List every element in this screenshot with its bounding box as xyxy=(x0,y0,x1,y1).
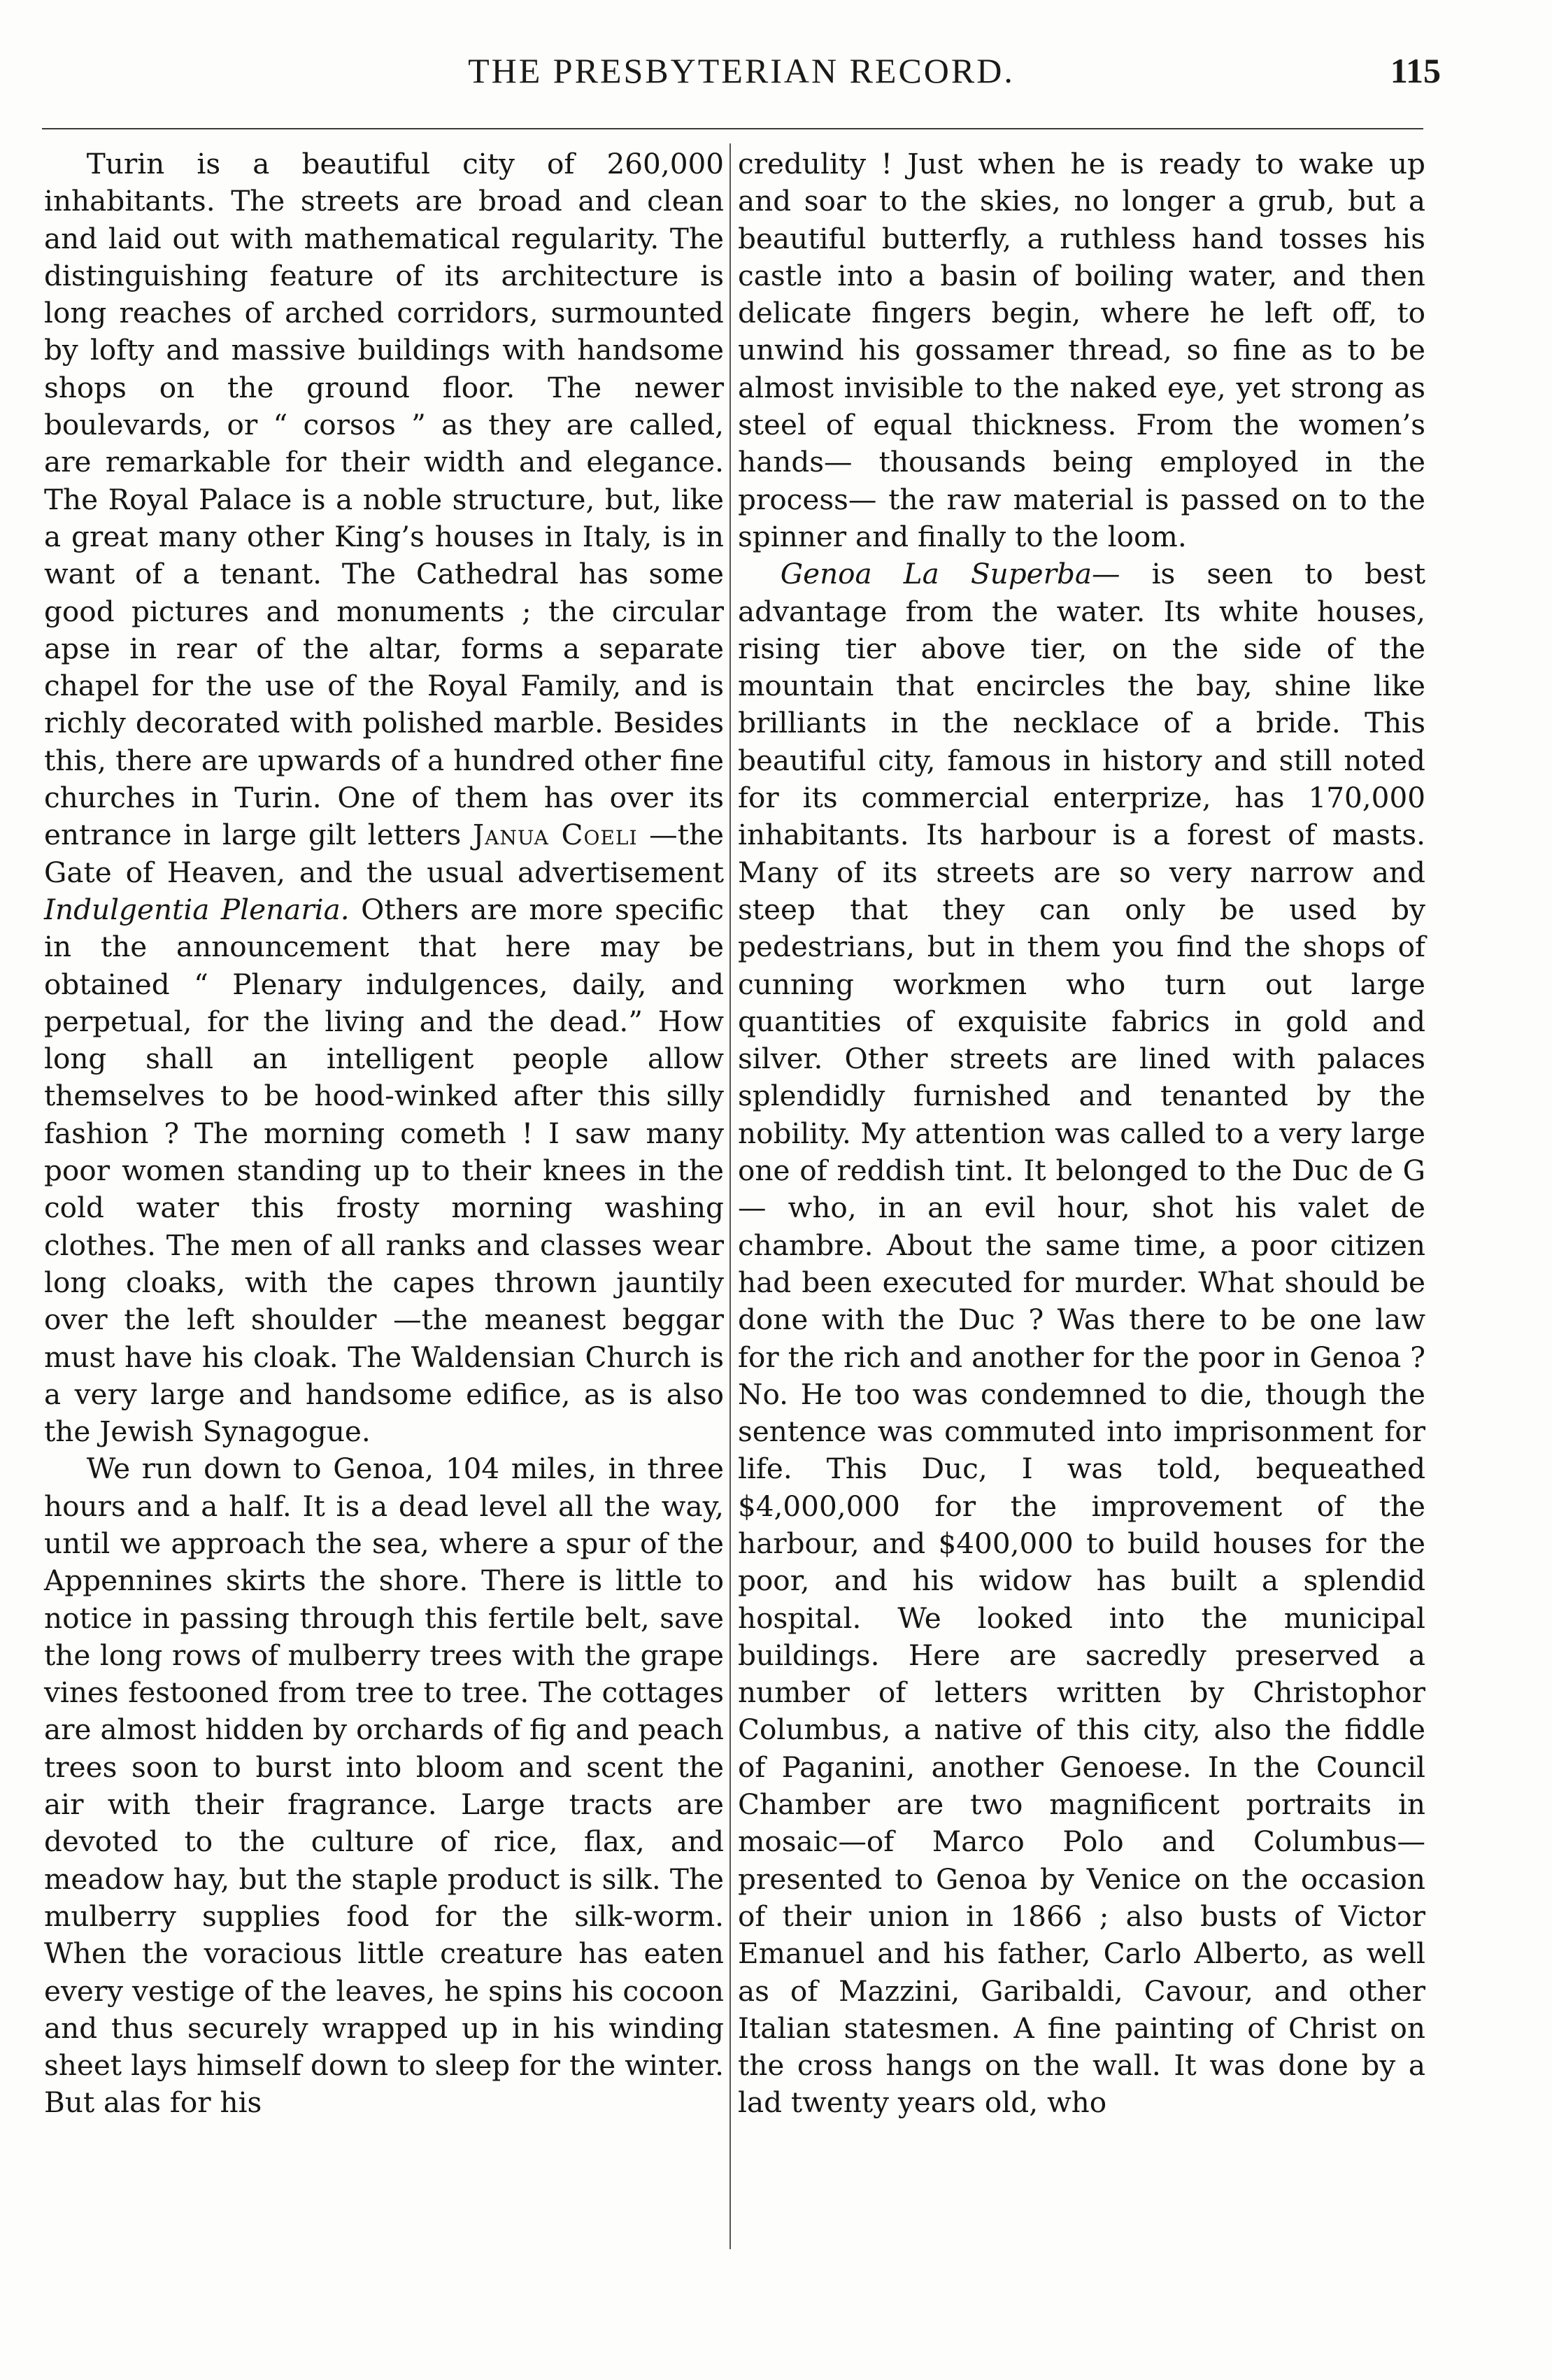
page-number: 115 xyxy=(1390,51,1441,90)
column-divider xyxy=(729,143,731,2249)
right-column xyxy=(738,146,1425,2122)
page-title: THE PRESBYTERIAN RECORD. xyxy=(468,51,1015,90)
header-rule xyxy=(42,128,1423,129)
section-lead: Genoa La Superba— xyxy=(780,557,1120,591)
paragraph-text: is seen to best advantage from the water. Its white houses, rising tier above tier, on the side of the mountain that encircles the bay, shine like brilliants in the necklace of a bride. This beautiful city, famous in history and still noted for its commercial enterprize, has 170,000 inhabitants. Its harbour is a forest of masts. Many of its streets are so very narrow and steep that they can only be used by pedestrians, but in them you find the shops of cunning workmen who turn out large quantities of exquisite fabrics in gold and silver. Other streets are lined with palaces splendidly furnished and tenanted by the nobility. My attention was called to a very large one of reddish tint. It belonged to the Duc de G— who, in an evil hour, shot his valet de chambre. About the same time, a poor citizen had been executed for murder. What should be done with the Duc ? Was there to be one law for the rich and another for the poor in Genoa ? No. He too was condemned to die, though the sentence was commuted into imprisonment for life. This Duc, I was told, bequeathed $4,000,000 for the improvement of the harbour, and $400,000 to build houses for the poor, and his widow has built a splendid hospital. We looked into the municipal buildings. Here are sacredly preserved a number of letters written by Christophor Columbus, a native of this city, also the fiddle of Paganini, another Genoese. In the Council Chamber are two magnificent portraits in mosaic—of Marco Polo and Columbus—presented to Genoa by Venice on the occasion of their union in 1866 ; also busts of Victor Emanuel and his father, Carlo Alberto, as well as of Mazzini, Garibaldi, Cavour, and other Italian statesmen. A fine painting of Christ on the cross hangs on the wall. It was done by a lad twenty years old, who xyxy=(738,557,1425,2120)
paragraph-journey-to-genoa: We run down to Genoa, 104 miles, in three hours and a half. It is a dead level all the way, until we approach the sea, where a spur of the Appennines skirts the shore. There is little to notice in passing through this fertile belt, save the long rows of mulberry trees with the grape vines festooned from tree to tree. The cottages are almost hidden by orchards of fig and peach trees soon to burst into bloom and scent the air with their fragrance. Large tracts are devoted to the culture of rice, flax, and meadow hay, but the staple product is silk. The mulberry supplies food for the silk-worm. When the voracious little creature has eaten every vestige of the leaves, he spins his cocoon and thus securely wrapped up in his winding sheet lays himself down to sleep for the winter. But alas for his xyxy=(44,1452,724,2120)
latin-phrase: Indulgentia Plenaria. xyxy=(44,892,350,926)
paragraph-turin xyxy=(44,146,724,1450)
paragraph-genoa xyxy=(738,555,1425,2121)
paragraph-silkworm: credulity ! Just when he is ready to wake up and soar to the skies, no longer a grub, but a beautiful butterfly, a ruthless hand tosses his castle into a basin of boiling water, and then delicate fingers begin, where he left off, to unwind his gossamer thread, so fine as to be almost invisible to the naked eye, yet strong as steel of equal thickness. From the women’s hands— thousands being employed in the process— the raw material is passed on to the spinner and finally to the loom. xyxy=(738,147,1425,553)
paragraph-text: Turin is a beautiful city of 260,000 inhabitants. The streets are broad and clean and laid out with mathematical regularity. The distinguishing feature of its architecture is long reaches of arched corridors, surmounted by lofty and massive buildings with handsome shops on the ground floor. The newer boulevards, or “ corsos ” as they are called, are remarkable for their width and elegance. The Royal Palace is a noble structure, but, like a great many other King’s houses in Italy, is in want of a tenant. The Cathedral has some good pictures and monuments ; the circular apse in rear of the altar, forms a separate chapel for the use of the Royal Family, and is richly decorated with polished marble. Besides this, there are upwards of a hundred other fine churches in Turin. One of them has over its entrance in large gilt letters xyxy=(44,147,724,852)
latin-inscription: Janua Coeli xyxy=(472,818,638,852)
paragraph-text: —the Gate of Heaven, and the usual advertisement xyxy=(44,818,725,889)
left-column xyxy=(44,146,724,2122)
paragraph-text: Others are more specific in the announcement that here may be obtained “ Plenary indulgences, daily, and perpetual, for the living and the dead.” How long shall an intelligent people allow themselves to be hood-winked after this silly fashion ? The morning cometh ! I saw many poor women standing up to their knees in the cold water this frosty morning washing clothes. The men of all ranks and classes wear long cloaks, with the capes thrown jauntily over the left shoulder —the meanest beggar must have his cloak. The Waldensian Church is a very large and handsome edifice, as is also the Jewish Synagogue. xyxy=(44,892,724,1449)
running-head xyxy=(42,50,1441,106)
